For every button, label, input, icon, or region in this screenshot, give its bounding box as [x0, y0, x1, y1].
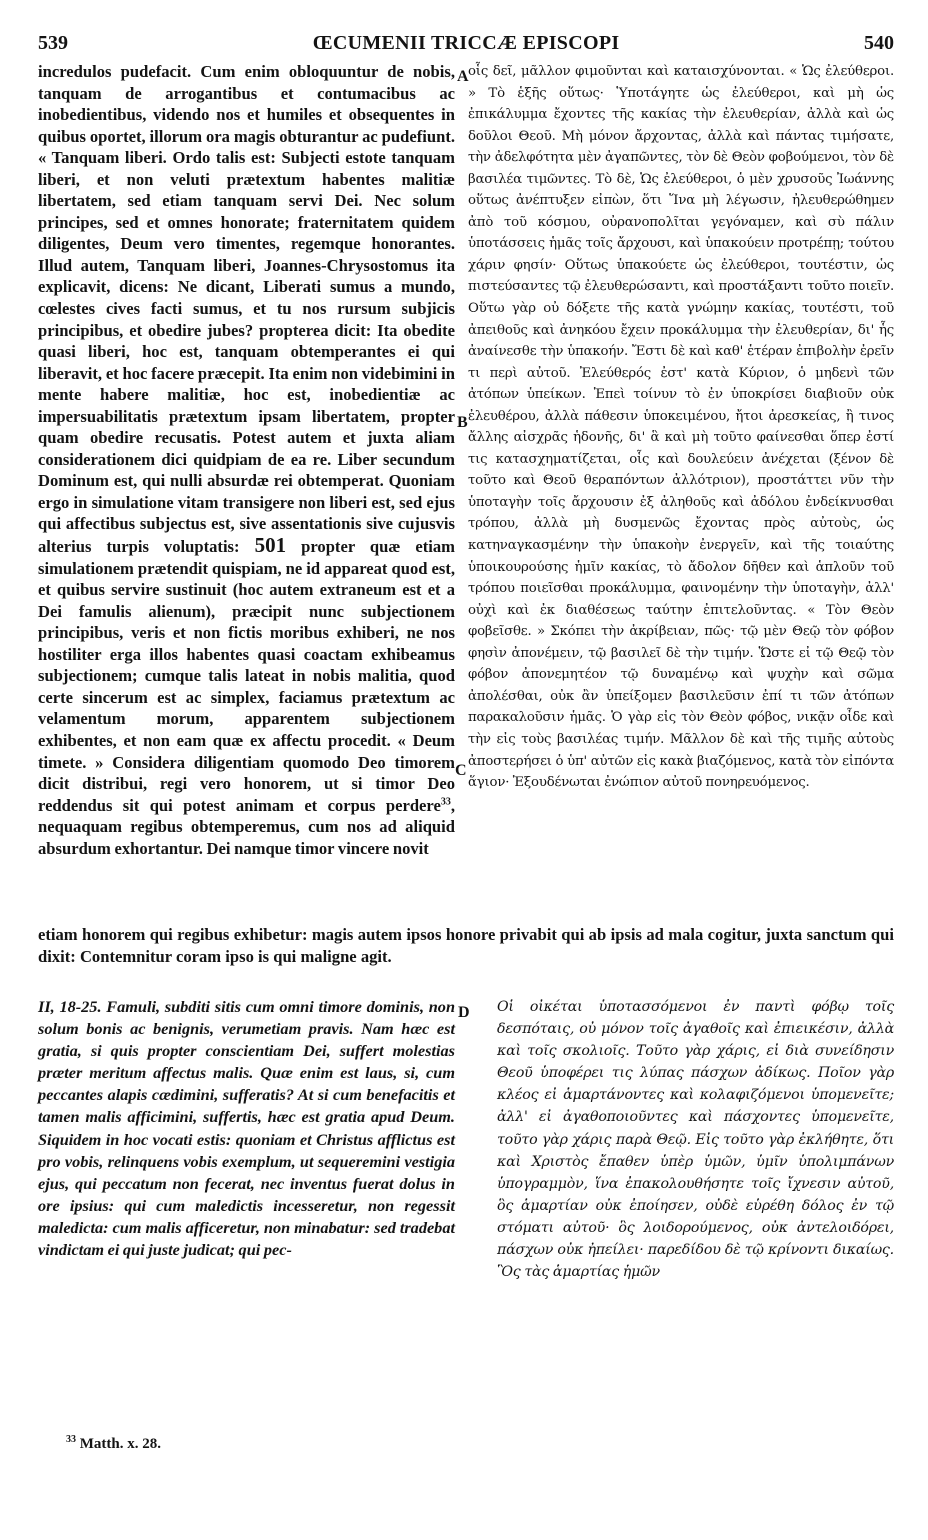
margin-marker-a: A [457, 68, 469, 85]
latin-column-upper [38, 61, 455, 859]
margin-marker-c: C [455, 762, 467, 779]
latin-text-part-3: , nequaquam regibus obtemperemus, cum nos ad aliquid absurdum exhortantur. Dei namque timor vincere novit [38, 795, 455, 858]
greek-column-upper: οἷς δεῖ, μᾶλλον φιμοῦνται καὶ καταισχύνονται. « Ὡς ἐλεύθεροι. » Τὸ ἑξῆς οὕτως· Ὑποτάγητε ὡς ἐλεύθεροι, καὶ μὴ ὡς ἐπικάλυμμα ἔχοντες τῆς κακίας τὴν ἐλευθερίαν, ἀλλὰ καὶ ὡς δοῦλοι Θεοῦ. Μὴ μόνον ἄρχοντας, ἀλλὰ καὶ πάντας τιμήσατε, τὴν ἀδελφότητα μὲν ἀγαπῶντες, τὸν δὲ Θεὸν φοβούμενοι, τὸν δὲ βασιλέα τιμῶντες. Τὸ δὲ, Ὡς ἐλεύθεροι, ὁ μὲν χρυσοῦς Ἰωάννης οὕτως ἀνέπτυξεν εἰπὼν, ὅτι Ἵνα μὴ λέγωσιν, ἠλευθερώθημεν ἀπὸ τοῦ κόσμου, οὐρανοπολῖται γεγόναμεν, καὶ σὺ πάλιν ὑποτάσσεις ἡμᾶς τοῖς ἄρχουσι, καὶ ὑπακούειν προτρέπῃ; τούτου χάριν φησίν· Οὕτως ὑπακούετε ὡς ἐλεύθεροι, τουτέστιν, ὡς πιστεύσαντες τῷ ἐλευθερώσαντι, καὶ προστάξαντι τοῦτο ποιεῖν. Οὕτω γὰρ οὐ δόξετε τῆς κατὰ γνώμην κακίας, τουτέστι, τοῦ ἀπειθοῦς καὶ ἀνηκόου ἔχειν προκάλυμμα τὴν ἐλευθερίαν, δι' ἧς ἀναίνεσθε τὴν ὑπακοήν. Ἔστι δὲ καὶ καθ' ἑτέραν ἐπιβολὴν ἐρεῖν τι περὶ αὐτοῦ. Ἐλεύθερός ἐστ' κατὰ Κύριον, ὁ μηδενὶ τῶν ἀτόπων ὑπείκων. Ἐπεὶ τοίνυν τὸ ἐν ὑποκρίσει διαβιοῦν οὐκ ἐλευθέρου, ἀλλὰ πάθεσιν ὑποκειμένου, ἤτοι ἀρεσκείας, ἢ τινος ἄλλης αἰσχρᾶς ἡδονῆς, δι' ἃ καὶ μὴ τοῦτο φαίνεσθαι ὅπερ ἐστί τις κατασχηματίζεται, οἷς καὶ δουλεύειν ἀνέχεται (ξένον δὲ τοῦτο καὶ Θεοῦ θεραπόντων ἀλλότριον), προστάττει νῦν τὴν ὑποταγὴν τοῖς ἄρχουσιν ἐξ ἀληθοῦς καὶ ἀδόλου ἐνδείκνυσθαι τρόπου, ἀλλὰ μὴ δυσμενῶς ἔχοντας πρὸς αὐτοὺς, ὡς κατηναγκασμένην τὴν ὑπακοὴν ἐνεργεῖν, καὶ τῆς τοιαύτης ὑποικουρούσης ἡμῖν κακίας, τὸ ἄδολον δῆθεν καὶ ἁπλοῦν τοῦ τρόπου ποιεῖσθαι προκάλυμμα, φαινομένην τὴν ὑποταγὴν, ἀλλ' οὐχὶ καὶ ἐκ διαθέσεως ταύτην ἐπιτελοῦντας. « Τὸν Θεὸν φοβεῖσθε. » Σκόπει τὴν ἀκρίβειαν, πῶς· τῷ μὲν Θεῷ τὸν φόβον φησὶν ἀπονέμειν, τῷ βασιλεῖ δὲ τὴν τιμήν. Ὥστε εἰ τῷ Θεῷ τὸν φόβον ἀπονεμητέον τῷ δυναμένῳ καὶ ψυχὴν καὶ σῶμα ἀπολέσθαι, οὐκ ἂν ὑπείξομεν βασιλεῦσιν ἐπί τι τῶν ἀτόπων παρακαλοῦσιν ἡμᾶς. Ὁ γὰρ εἰς τὸν Θεὸν φόβος, νικᾷν οἶδε καὶ τὴν εἰς τοὺς βασιλέας τιμήν. Μᾶλλον δὲ καὶ τῆς τιμῆς αὐτοὺς ἀποστερήσει ὁ ὑπ' αὐτῶν εἰς κακὰ βιαζόμενος, κατὰ τὸν εἰπόντα ἅγιον· Ἐξουδένωται ἐνώπιον αὐτοῦ πονηρευόμενος. [468, 64, 894, 791]
footnote-reference: 33 [440, 796, 451, 808]
page-header [38, 32, 894, 58]
page-reference-501: 501 [254, 533, 287, 558]
page-number-left: 539 [38, 32, 68, 54]
running-title: ŒCUMENII TRICCÆ EPISCOPI [312, 32, 620, 54]
latin-text-part-1: incredulos pudefacit. Cum enim obloquuntur de nobis, tanquam de arrogantibus et contumacibus ac inobedientibus, videndo nos et humiles et obsequentes in quibus oportet, illorum ora magis obturantur ac pudefiunt. « Tanquam liberi. Ordo talis est: Subjecti estote tanquam liberi, et non veluti prætextum habentes malitiæ libertatem, sed etiam tanquam servi Dei. Nec solum principes, sed et omnes honorate; fraternitatem quidem diligentes, Deum vero timentes, regemque honorantes. Illud autem, Tanquam liberi, Joannes-Chrysostomus ita explicavit, dicens: Ne dicant, Liberati sumus a mundo, cœlestes cives facti sumus, et tu nos rursum subjicis principibus, et obedire jubes? propterea dicit: Ita obedite quasi liberi, hoc est, tanquam obtemperantes ei qui liberavit, et hoc facere præcepit. Ita enim non videbimini in mente habere malitiæ, hoc est, inobedientiæ ac impersuabilitatis prætextum ipsam libertatem, propter quam obedire recusatis. Potest autem et juxta aliam considerationem dici quidpiam de ea re. Liber secundum Dominum est, qui nulli absurdæ rei obtemperat. Quoniam ergo in simulatione vitam transigere non liberi est, sed ejus qui affectibus subjectus est, sive assentationis sive cujusvis alterius turpis voluptatis: [38, 62, 455, 557]
page-number-right: 540 [864, 32, 894, 54]
footnote-text: Matth. x. 28. [79, 1436, 161, 1452]
greek-column-lower: Οἱ οἰκέται ὑποτασσόμενοι ἐν παντὶ φόβῳ τοῖς δεσπόταις, οὐ μόνον τοῖς ἀγαθοῖς καὶ ἐπιεικέσιν, ἀλλὰ καὶ τοῖς σκολιοῖς. Τοῦτο γὰρ χάρις, εἰ διὰ συνείδησιν Θεοῦ ὑποφέρει τις λύπας πάσχων ἀδίκως. Ποῖον γὰρ κλέος εἰ ἁμαρτάνοντες καὶ κολαφιζόμενοι ὑπομενεῖτε; ἀλλ' εἰ ἀγαθοποιοῦντες καὶ πάσχοντες ὑπομενεῖτε, τοῦτο γὰρ χάρις παρὰ Θεῷ. Εἰς τοῦτο γὰρ ἐκλήθητε, ὅτι καὶ Χριστὸς ἔπαθεν ὑπὲρ ὑμῶν, ὑμῖν ὑπολιμπάνων ὑπογραμμὸν, ἵνα ἐπακολουθήσητε τοῖς ἴχνεσιν αὐτοῦ, ὃς ἁμαρτίαν οὐκ ἐποίησεν, οὐδὲ εὑρέθη δόλος ἐν τῷ στόματι αὐτοῦ· ὃς λοιδορούμενος, οὐκ ἀντελοιδόρει, πάσχων οὐκ ἠπείλει· παρεδίδου δὲ τῷ κρίνοντι δικαίως. Ὃς τὰς ἁμαρτίας ἡμῶν [497, 999, 894, 1281]
full-width-line: etiam honorem qui regibus exhibetur: magis autem ipsos honore privabit qui ab ipsis ad mala cogitur, juxta sanctum qui dixit: Contemnitur coram ipso is qui maligne agit. [38, 925, 894, 966]
latin-text-part-2: propter quæ etiam simulationem prætendit quispiam, ne id appareat quod est, et quibus servire sustinuit (hoc autem extraneum est et a Dei famulis alienum), præcipit nunc subjectionem principibus, veris et non fictis moribus exhiberi, ne nos hostiliter erga illos habentes quasi coactam exhibeamus subjectionem; cumque talis lateat in nobis malitia, quod certe sincerum est ac simplex, faciamus prætextum ac velamentum morum, apparentem subjectionem exhibentes, et non eam quæ ex affectu procedit. « Deum timete. » Considera diligentiam quomodo Deo timorem dicit distribui, regi vero honorem, ut si timor Deo reddendus sit qui potest animam et corpus perdere [38, 537, 455, 815]
footnote-number: 33 [66, 1434, 76, 1445]
latin-column-lower: II, 18-25. Famuli, subditi sitis cum omni timore dominis, non solum bonis ac benignis, verumetiam pravis. Nam hæc est gratia, si quis propter conscientiam Dei, suffert molestias præter meritum affectus malis. Quæ enim est laus, si, cum peccantes alapis cædimini, sufferatis? At si cum benefacitis et tamen malis afficimini, suffertis, hæc est gratia apud Deum. Siquidem in hoc vocati estis: quoniam et Christus afflictus est pro vobis, relinquens vobis exemplum, ut sequeremini vestigia ejus, qui peccatum non fecerat, nec inventus fuerat dolus in ore ipsius: qui cum maledictis incesseretur, non regessit maledicta: cum malis afficeretur, non minabatur: sed tradebat vindictam ei qui juste judicat; qui pec- [38, 997, 455, 1260]
margin-marker-b: B [457, 414, 468, 431]
footnote [66, 1436, 161, 1453]
margin-marker-d: D [458, 1004, 470, 1021]
